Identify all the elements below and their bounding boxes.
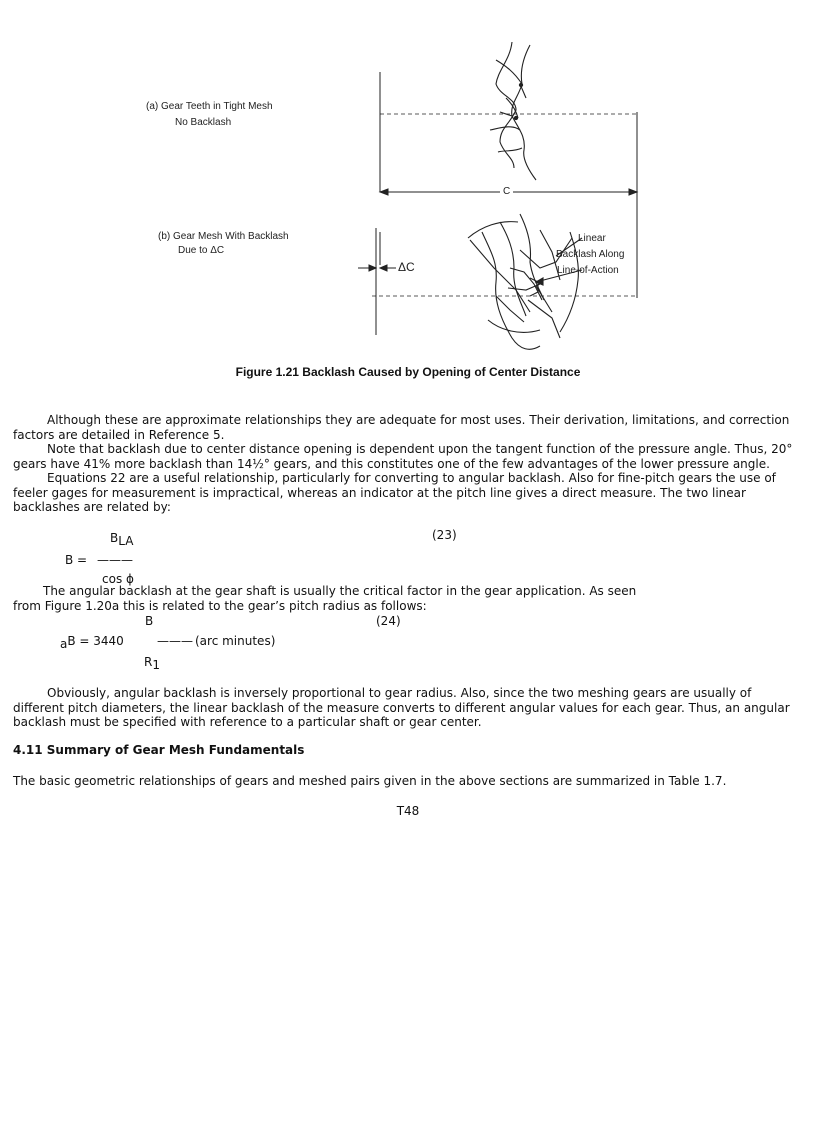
backlash-mesh-teeth bbox=[468, 214, 582, 349]
backlash-figure bbox=[0, 0, 816, 360]
eq23-denominator: cos ϕ bbox=[102, 572, 134, 586]
eq24-denominator: $R_1$ bbox=[144, 655, 160, 672]
label-b-line1: (b) Gear Mesh With Backlash bbox=[158, 231, 289, 242]
page-number: T48 bbox=[396, 804, 420, 818]
paragraph-1: Although these are approximate relationships they are adequate for most uses. Their derivation, limitations, and correction factors are detailed in Reference 5. bbox=[13, 413, 790, 442]
dimension-c-label: C bbox=[500, 184, 513, 199]
paragraph-4-line1: The angular backlash at the gear shaft is usually the critical factor in the gear application. As seen bbox=[43, 584, 637, 598]
paragraph-3: Equations 22 are a useful relationship, particularly for converting to angular backlash. Also for fine-pitch gears the use of feeler gages for measurement is impractical, whereas an indicator at the pitch line gives a direct measure. The two linear backlashes are related by: bbox=[13, 471, 776, 514]
paragraph-6: The basic geometric relationships of gears and meshed pairs given in the above sections are summarized in Table 1.7. bbox=[13, 774, 727, 788]
label-a-line1: (a) Gear Teeth in Tight Mesh bbox=[146, 101, 273, 112]
paragraph-4-line2: from Figure 1.20a this is related to the gear’s pitch radius as follows: bbox=[13, 599, 427, 613]
tight-mesh-teeth bbox=[490, 42, 536, 180]
dimension-c-arrow-left bbox=[380, 189, 388, 195]
dimension-c-arrow-right bbox=[629, 189, 637, 195]
eq23-number: (23) bbox=[432, 528, 457, 542]
figure-caption: Figure 1.21 Backlash Caused by Opening of Center Distance bbox=[235, 365, 581, 379]
eq23-numerator: $B_{LA}$ bbox=[110, 531, 134, 548]
paragraph-2: Note that backlash due to center distance opening is dependent upon the tangent function of the pressure angle. Thus, 20° gears have 41% more backlash than 14½° gears, and this constitutes one of the few advantages of the lower pressure angle. bbox=[13, 442, 793, 471]
paragraph-5: Obviously, angular backlash is inversely proportional to gear radius. Also, since the two meshing gears are usually of different pitch diameters, the linear backlash of the measure converts to different angular values for each gear. Thus, an angular backlash must be specified with reference to a particular shaft or gear center. bbox=[13, 686, 790, 729]
section-heading: 4.11 Summary of Gear Mesh Fundamentals bbox=[13, 743, 305, 757]
delta-c-label: ΔC bbox=[398, 260, 415, 274]
eq24-number: (24) bbox=[376, 614, 401, 628]
linear-label-line2: Backlash Along bbox=[556, 249, 625, 260]
eq24-lhs: $_a$B = 3440 bbox=[60, 634, 124, 651]
label-b-line2: Due to ΔC bbox=[178, 245, 225, 256]
label-a-line2: No Backlash bbox=[175, 117, 232, 128]
eq24-numerator: B bbox=[145, 614, 154, 628]
eq24-fraction-bar: ——— bbox=[157, 634, 193, 648]
linear-label-line1: Linear bbox=[578, 233, 606, 244]
eq24-unit: (arc minutes) bbox=[195, 634, 276, 648]
eq23-lhs: B = bbox=[65, 553, 88, 567]
linear-label-line3: Line-of-Action bbox=[557, 265, 619, 276]
eq23-fraction-bar: ——— bbox=[97, 553, 133, 567]
